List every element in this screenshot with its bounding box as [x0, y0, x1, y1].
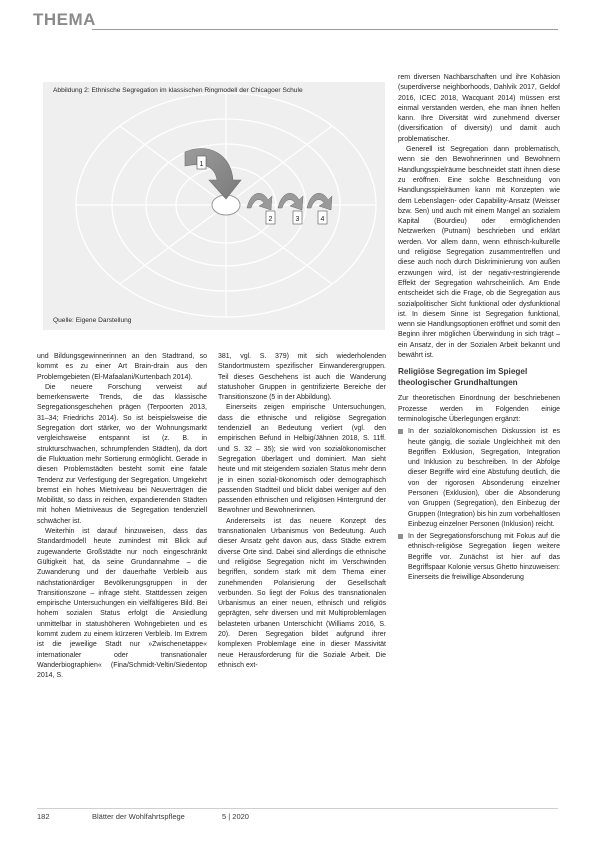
zone-box-2-label: 2 [268, 216, 273, 223]
bullet-text: In der sozialökonomischen Diskussion ist es heute gängig, die soziale Ungleichheit mit den Begriffen Exklusion, Segregation, Integration und Inklusion zu beschreiben. In der Abfolge dieser Begriffe wird eine Abstufung deutlich, die von der rigorosen Absonderung einzelner Personen (Exklusion), über die Absonderung von Gruppen (Segregation), den Einbezug der Gruppen (Integration) bis hin zum vorbehaltlosen Einbezug einzelner Personen (Inklusion) reicht. [408, 428, 560, 528]
issue-number: 5 | 2020 [222, 812, 249, 821]
figure-caption: Abbildung 2: Ethnische Segregation im klassischen Ringmodell der Chicagoer Schule [53, 87, 303, 94]
bullet-item [398, 427, 560, 530]
bullet-text: In der Segregationsforschung mit Fokus auf die ethnisch-religiöse Segregation liegen weitere Begriffe vor. Zunächst ist hier auf das Begriffspaar Kolonie versus Ghetto hinzuweisen: Einerseits die freiwillige Absonderung [408, 533, 560, 582]
page-number: 182 [37, 812, 50, 821]
arrow-outward-1 [247, 193, 272, 210]
figure-source: Quelle: Eigene Darstellung [53, 317, 132, 324]
paragraph: rem diversen Nachbarschaften und ihre Kohäsion (superdiverse neighborhoods, Dahlvik 2017, Geldof 2016, ICEC 2018, Wacquant 2014) müssen erst einmal verstanden werden, ehe man ihnen helfen kann. Ihre Diversität wird zunehmend diverser (diversification of diversity) und damit auch problematischer. [398, 74, 560, 143]
zone-box-1-label: 1 [199, 161, 204, 168]
text-column-3 [398, 73, 560, 584]
header-rule [92, 29, 558, 30]
paragraph: Andererseits ist das neuere Konzept des transnationalen Urbanismus von Bedeutung. Auch dieser Ansatz geht davon aus, dass Städte extrem diverse Orte sind. Dabei sind allerdings die ethnische und religiöse Segregation nicht im Verschwinden begriffen, sondern stark mit dem Thema einer zunehmenden Polarisierung der Gesellschaft verbunden. So liegt der Fokus des transnationalen Urbanismus an einer neuen, ethnisch und religiös geprägten, sehr diversen und mit Multiproblemlagen belasteten urbanen Unterschicht (Williams 2016, S. 20). Deren Segregation bildet aufgrund ihrer komplexen Problemlage eine in dieser Massivität neue Herausforderung für die Soziale Arbeit. Die ethnisch ext- [218, 517, 386, 669]
paragraph: Die neuere Forschung verweist auf bemerkenswerte Trends, die das klassische Segregationsgeschehen prägen (Terpoorten 2013, 31–34; Friedrichs 2014). So ist beispielsweise die Segregation dort stärker, wo der Wohnungsmarkt vergleichsweise entspannt ist (z. B. in strukturschwachen, schrumpfenden Städten), da dort die Fluktuation mehr Sortierung ermöglicht. Gerade in diesen Problemstädten besteht somit eine fatale Tendenz zur Verfestigung der Segregation. Umgekehrt bremst ein hohes Mietniveau bei Neuverträgen die Mobilität, so dass in reichen, expandierenden Städten mit hohen Mietniveaus die Segregation tendenziell schwächer ist. [37, 383, 207, 525]
paragraph: Weiterhin ist darauf hinzuweisen, dass das Standardmodell heute zumindest mit Blick auf zugewanderte Großstädte nur noch eingeschränkt Gültigkeit hat, da seine Grundannahme – die Zuwanderung und der dauerhafte Verbleib aus nächstationärdiger Bevölkerungsgruppen in der Transitionszone – infrage steht. Stattdessen zeigen empirische Untersuchungen ein vielfältigeres Bild. Bei hohem sozialen Status erfolgt die Ansiedlung unmittelbar in statushöheren Wohngebieten und es kommt zudem zu einem kürzeren Verbleib. Im Extrem ist die jeweilige Stadt nur »Zwischenetappe« internationaler oder transnationaler Wanderbiographien« (Fina/Schmidt-Veltin/Siedentop 2014, S. [37, 528, 207, 680]
paragraph: Einerseits zeigen empirische Untersuchungen, dass die ethnische und religiöse Segregation tendenziell an Bedeutung verliert (vgl. den empirischen Befund in Helbig/Jähnen 2018, S. 11ff. und S. 32 – 35); sie wird von sozialökonomischer Segregation überlagert und dominiert. Man sieht heute und mit steigendem sozialen Status mehr denn je in einen sozial-ökonomisch oder demographisch passenden Stadtteil und blickt dabei weniger auf den passenden ethnischen und religiösen Hintergrund der Bewohner und Bewohnerinnen. [218, 404, 386, 515]
text-column-2 [218, 352, 386, 671]
figure-ring-model [43, 82, 385, 330]
bullet-item [398, 532, 560, 583]
paragraph: Generell ist Segregation dann problematisch, wenn sie den Bewohnerinnen und Bewohnern Handlungsspielräume beschneidet statt ihnen diese zu eröffnen. Eine solche Beschneidung von Handlungsspielräumen kann mit Konzepten wie dem Lebenslagen- oder Capability-Ansatz (Weisser bzw. Sen) und auch mit einem Mangel an sozialem Kapital (Bourdieu) oder ermöglichenden Netzwerken (Putnam) beschrieben und erklärt werden. Vor allem dann, wenn ethnisch-kulturelle und religiöse Segregation zusammentreffen und diese auch noch durch Diskriminierung von außen erzwungen wird, ist der negativ-restringierende Effekt der Segregation wahrscheinlich. Am Ende entscheidet sich die Frage, ob die Segregation aus sozialpolitischer Sicht funktional oder dysfunktional ist. In diesem Sinne ist Segregation funktional, wenn sie Handlungsoptionen eröffnet und somit den Beginn ihrer möglichen Überwindung in sich trägt – ein Ansatz, der in der Sozialen Arbeit bekannt und bewährt ist. [398, 146, 560, 360]
paragraph: Zur theoretischen Einordnung der beschriebenen Prozesse werden im Folgenden einige terminologische Überlegungen ergänzt: [398, 395, 560, 423]
arrow-outward-2 [278, 193, 303, 210]
paragraph: und Bildungsgewinnerinnen an den Stadtrand, so kommt es zu einer Art Brain-drain aus den Problemgebieten (El-Mafaalani/Kurtenbach 2014). [37, 353, 207, 381]
journal-name: Blätter der Wohlfahrtspflege [92, 812, 185, 821]
zone-box-3-label: 3 [295, 216, 300, 223]
bullet-square-icon [398, 429, 403, 434]
arrow-outward-3 [307, 193, 332, 210]
ring-model-diagram [43, 82, 385, 330]
section-label: THEMA [33, 10, 96, 29]
footer-rule [37, 808, 558, 809]
section-heading: Religiöse Segregation im Spiegel theologischer Grundhaltungen [398, 367, 528, 387]
arrow-inward-large [185, 148, 241, 199]
text-column-1 [37, 352, 207, 682]
arrows-outward [247, 193, 332, 210]
zone-box-4-label: 4 [320, 216, 325, 223]
paragraph: 381, vgl. S. 379) mit sich wiederholenden Standortmustern spezifischer Einwanderergruppen. Teil dieses Geschehens ist auch die Wanderung statushoher Gruppen in gentrifizierte Bereiche der Transitionszone (5 in der Abbildung). [218, 353, 386, 402]
bullet-square-icon [398, 534, 403, 539]
